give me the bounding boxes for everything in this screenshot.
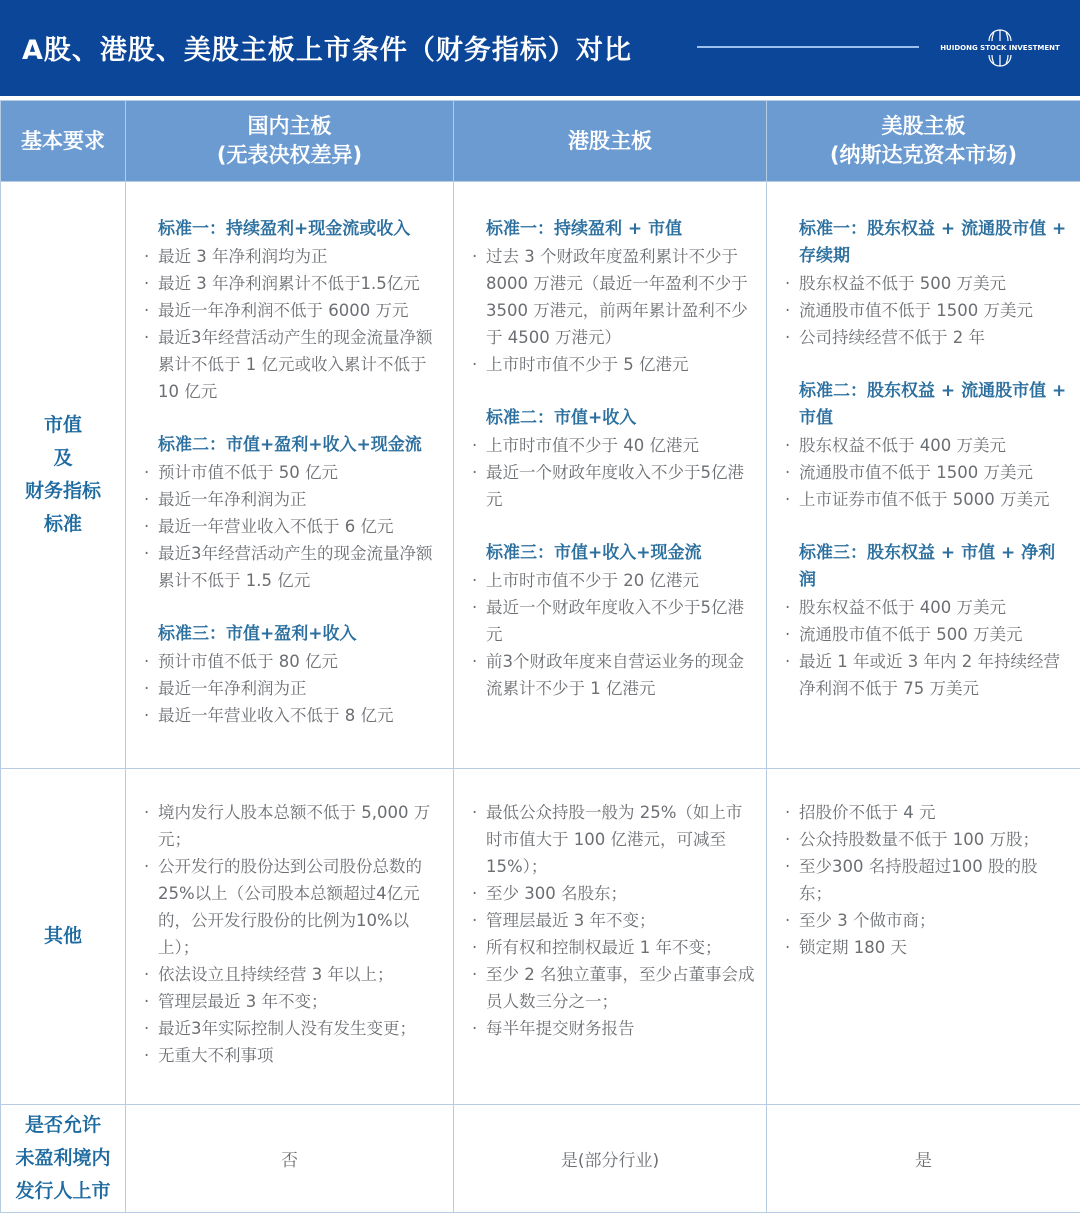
row-label: 是否允许 未盈利境内 发行人上市 (1, 1105, 126, 1213)
list-item: · 锁定期 180 天 (795, 934, 1070, 961)
answer-cell: 是(部分行业) (454, 1105, 767, 1213)
criteria-section (482, 540, 756, 702)
list-item: · 依法设立且持续经营 3 年以上； (154, 961, 443, 988)
list-item: · 最近 1 年或近 3 年内 2 年持续经营净利润不低于 75 万美元 (795, 648, 1070, 702)
list-item: · 最低公众持股一般为 25%（如上市时市值大于 100 亿港元，可减至15%）； (482, 799, 756, 880)
table-cell (454, 182, 767, 769)
criteria-section (795, 378, 1070, 513)
list-item: · 股东权益不低于 400 万美元 (795, 432, 1070, 459)
list-item: · 最近一年净利润不低于 6000 万元 (154, 297, 443, 324)
list-item: · 最近一年营业收入不低于 6 亿元 (154, 513, 443, 540)
criteria-title: 标准一：持续盈利+现金流或收入 (154, 216, 443, 243)
criteria-title: 标准一：股东权益 + 流通股市值 + 存续期 (795, 216, 1070, 270)
criteria-title: 标准二：市值+收入 (482, 405, 756, 432)
list-item: · 无重大不利事项 (154, 1042, 443, 1069)
comparison-table (0, 100, 1080, 1213)
criteria-section (482, 216, 756, 378)
criteria-section (482, 405, 756, 513)
criteria-section (154, 621, 443, 729)
list-item: · 管理层最近 3 年不变； (154, 988, 443, 1015)
criteria-section (154, 216, 443, 405)
list-item: · 境内发行人股本总额不低于 5,000 万元； (154, 799, 443, 853)
list-item: · 最近 3 年净利润均为正 (154, 243, 443, 270)
header-a-share: 国内主板 (无表决权差异) (126, 101, 454, 182)
list-item: · 最近 3 年净利润累计不低于1.5亿元 (154, 270, 443, 297)
criteria-section (154, 799, 443, 1069)
divider-line (697, 46, 919, 48)
list-item: · 至少 3 个做市商； (795, 907, 1070, 934)
answer-cell: 是 (767, 1105, 1080, 1213)
list-item: · 股东权益不低于 400 万美元 (795, 594, 1070, 621)
list-item: · 最近3年经营活动产生的现金流量净额累计不低于 1 亿元或收入累计不低于 10 亿元 (154, 324, 443, 405)
table-cell (126, 769, 454, 1105)
list-item: · 上市时市值不少于 40 亿港元 (482, 432, 756, 459)
list-item: · 最近一年营业收入不低于 8 亿元 (154, 702, 443, 729)
criteria-title: 标准二：股东权益 + 流通股市值 + 市值 (795, 378, 1070, 432)
list-item: · 预计市值不低于 80 亿元 (154, 648, 443, 675)
criteria-section (795, 540, 1070, 702)
list-item: · 最近3年经营活动产生的现金流量净额累计不低于 1.5 亿元 (154, 540, 443, 594)
list-item: · 流通股市值不低于 1500 万美元 (795, 459, 1070, 486)
criteria-title: 标准一：持续盈利 + 市值 (482, 216, 756, 243)
list-item: · 最近一年净利润为正 (154, 675, 443, 702)
header-us-share: 美股主板 (纳斯达克资本市场) (767, 101, 1080, 182)
list-item: · 至少300 名持股超过100 股的股东； (795, 853, 1070, 907)
list-item: · 所有权和控制权最近 1 年不变； (482, 934, 756, 961)
header-basic-requirements: 基本要求 (1, 101, 126, 182)
list-item: · 股东权益不低于 500 万美元 (795, 270, 1070, 297)
list-item: · 公众持股数量不低于 100 万股； (795, 826, 1070, 853)
row-label: 其他 (1, 769, 126, 1105)
table-cell (126, 182, 454, 769)
criteria-title: 标准三：市值+收入+现金流 (482, 540, 756, 567)
criteria-title: 标准三：市值+盈利+收入 (154, 621, 443, 648)
table-row (1, 769, 1080, 1105)
list-item: · 上市时市值不少于 20 亿港元 (482, 567, 756, 594)
list-item: · 上市证券市值不低于 5000 万美元 (795, 486, 1070, 513)
list-item: · 每半年提交财务报告 (482, 1015, 756, 1042)
list-item: · 最近一个财政年度收入不少于5亿港元 (482, 459, 756, 513)
list-item: · 前3个财政年度来自营运业务的现金流累计不少于 1 亿港元 (482, 648, 756, 702)
table-row (1, 182, 1080, 769)
list-item: · 上市时市值不少于 5 亿港元 (482, 351, 756, 378)
list-item: · 至少 2 名独立董事，至少占董事会成员人数三分之一； (482, 961, 756, 1015)
list-item: · 最近3年实际控制人没有发生变更； (154, 1015, 443, 1042)
header-hk-share: 港股主板 (454, 101, 767, 182)
logo-text: HUIDONG STOCK INVESTMENT (936, 44, 1064, 52)
criteria-section (795, 799, 1070, 961)
criteria-section (482, 799, 756, 1042)
list-item: · 管理层最近 3 年不变； (482, 907, 756, 934)
logo (936, 26, 1064, 70)
table-cell (454, 769, 767, 1105)
list-item: · 公开发行的股份达到公司股份总数的25%以上（公司股本总额超过4亿元的，公开发行股份的比例为10%以上）； (154, 853, 443, 961)
page-title: A股、港股、美股主板上市条件（财务指标）对比 (22, 28, 632, 67)
table-cell (767, 769, 1080, 1105)
answer-cell: 否 (126, 1105, 454, 1213)
table-row (1, 1105, 1080, 1213)
criteria-title: 标准二：市值+盈利+收入+现金流 (154, 432, 443, 459)
criteria-section (795, 216, 1070, 351)
list-item: · 过去 3 个财政年度盈利累计不少于 8000 万港元（最近一年盈利不少于 3500 万港元，前两年累计盈利不少于 4500 万港元） (482, 243, 756, 351)
table-cell (767, 182, 1080, 769)
list-item: · 最近一个财政年度收入不少于5亿港元 (482, 594, 756, 648)
list-item: · 流通股市值不低于 1500 万美元 (795, 297, 1070, 324)
list-item: · 预计市值不低于 50 亿元 (154, 459, 443, 486)
criteria-title: 标准三：股东权益 + 市值 + 净利润 (795, 540, 1070, 594)
row-label: 市值 及 财务指标 标准 (1, 182, 126, 769)
title-banner (0, 0, 1080, 96)
list-item: · 最近一年净利润为正 (154, 486, 443, 513)
list-item: · 公司持续经营不低于 2 年 (795, 324, 1070, 351)
criteria-section (154, 432, 443, 594)
list-item: · 流通股市值不低于 500 万美元 (795, 621, 1070, 648)
list-item: · 至少 300 名股东； (482, 880, 756, 907)
list-item: · 招股价不低于 4 元 (795, 799, 1070, 826)
